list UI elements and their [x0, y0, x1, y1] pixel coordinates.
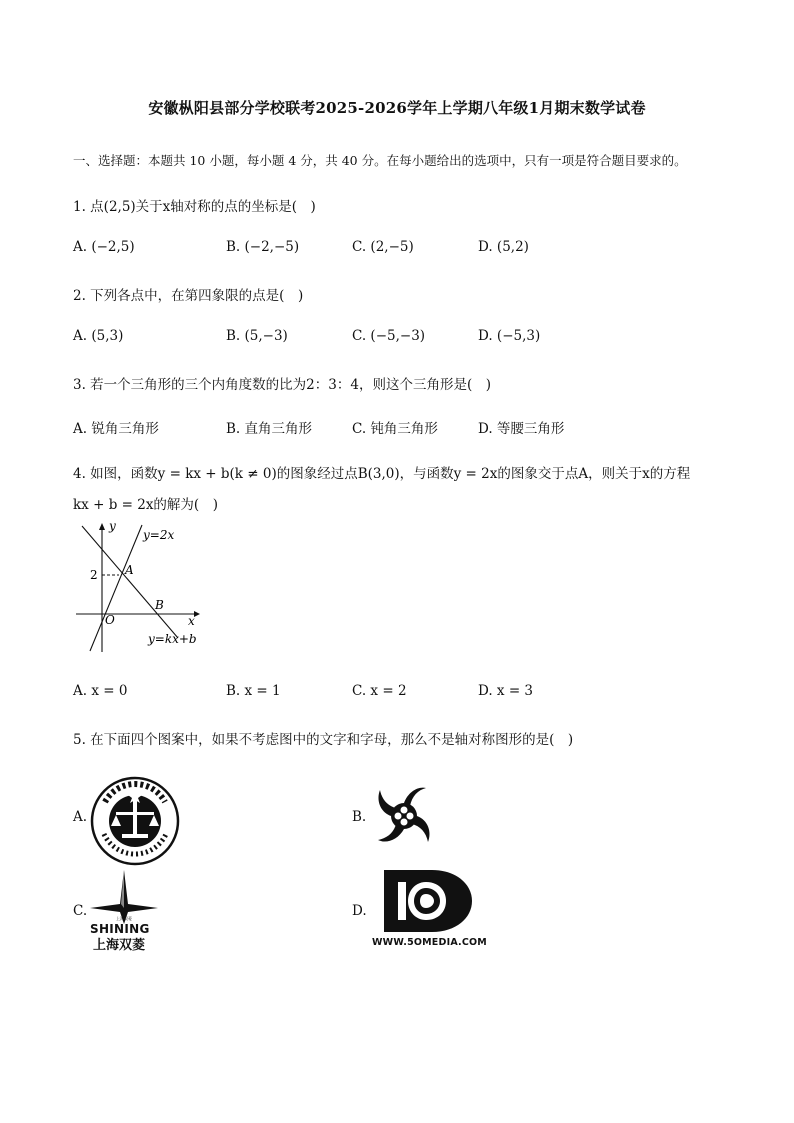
question-1-stem: 1. 点(2,5)关于x轴对称的点的坐标是( ): [73, 199, 316, 215]
origin-label: O: [105, 613, 115, 627]
point-a-label: A: [125, 563, 134, 577]
question-3-stem: 3. 若一个三角形的三个内角度数的比为2：3：4，则这个三角形是( ): [73, 377, 491, 393]
function-graph: [70, 518, 205, 658]
d-media-url: WWW.5OMEDIA.COM: [372, 937, 487, 948]
q4-option-c[interactable]: C. x = 2: [352, 683, 407, 699]
q2-option-b[interactable]: B. (5,−3): [226, 328, 288, 344]
y-axis-arrow: [99, 523, 105, 530]
q3-option-b[interactable]: B. 直角三角形: [226, 421, 313, 437]
q4-option-b[interactable]: B. x = 1: [226, 683, 281, 699]
question-2-stem: 2. 下列各点中，在第四象限的点是( ): [73, 288, 304, 304]
q2-option-a[interactable]: A. (5,3): [73, 328, 124, 344]
x-axis-label: x: [188, 614, 195, 628]
question-4-stem: 4. 如图，函数y = kx + b(k ≠ 0)的图象经过点B(3,0)，与函数y = 2x的图象交于点A，则关于x的方程: [73, 466, 691, 482]
x-axis-arrow: [194, 611, 200, 617]
q1-option-d[interactable]: D. (5,2): [478, 239, 529, 255]
lawyers-association-logo[interactable]: [90, 776, 180, 866]
q1-option-c[interactable]: C. (2,−5): [352, 239, 414, 255]
q3-option-c[interactable]: C. 钝角三角形: [352, 421, 438, 437]
line-kxb-label: y=kx+b: [148, 632, 197, 646]
section-heading: 一、选择题：本题共 10 小题，每小题 4 分，共 40 分。在每小题给出的选项中，只有一项是符合题目要求的。: [73, 153, 687, 168]
q2-option-c[interactable]: C. (−5,−3): [352, 328, 426, 344]
point-b-label: B: [155, 598, 164, 612]
q5-option-b-label[interactable]: B.: [352, 809, 367, 825]
spiral-logo[interactable]: [368, 780, 440, 852]
svg-text:上海双菱: 上海双菱: [116, 916, 132, 921]
question-5-stem: 5. 在下面四个图案中，如果不考虑图中的文字和字母，那么不是轴对称图形的是( ): [73, 732, 574, 748]
q5-option-d-label[interactable]: D.: [352, 903, 367, 919]
q1-option-a[interactable]: A. (−2,5): [73, 239, 135, 255]
page-title: 安徽枞阳县部分学校联考2025-2026学年上学期八年级1月期末数学试卷: [148, 99, 646, 117]
line-2x-label: y=2x: [143, 528, 175, 542]
y-axis-label: y: [109, 519, 116, 533]
q5-option-c-label[interactable]: C.: [73, 903, 88, 919]
q1-option-b[interactable]: B. (−2,−5): [226, 239, 300, 255]
shining-text: SHINING: [90, 922, 150, 936]
q5-option-a-label[interactable]: A.: [73, 809, 88, 825]
q4-option-d[interactable]: D. x = 3: [478, 683, 534, 699]
q4-option-a[interactable]: A. x = 0: [73, 683, 128, 699]
q3-option-a[interactable]: A. 锐角三角形: [73, 421, 159, 437]
shining-chinese-text: 上海双菱: [93, 938, 146, 953]
d-media-logo[interactable]: [382, 868, 474, 934]
tick-2-label: 2: [90, 568, 98, 582]
q3-option-d[interactable]: D. 等腰三角形: [478, 421, 565, 437]
q2-option-d[interactable]: D. (−5,3): [478, 328, 541, 344]
question-4-stem-cont: kx + b = 2x的解为( ): [73, 497, 218, 513]
line-y-kx-b: [82, 526, 178, 638]
